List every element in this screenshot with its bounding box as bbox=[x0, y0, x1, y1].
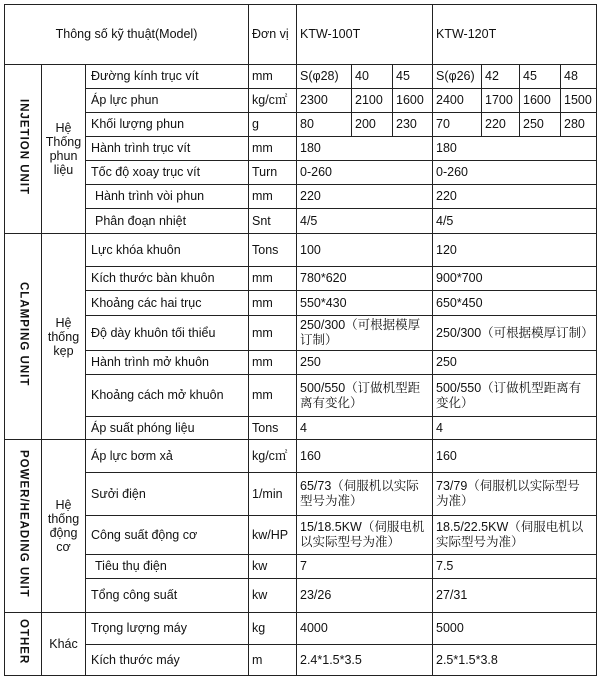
value-cell: 200 bbox=[352, 113, 393, 137]
table-row bbox=[5, 185, 597, 209]
value-cell-b: 250 bbox=[433, 351, 597, 375]
param-cell: Hành trình mở khuôn bbox=[86, 351, 249, 375]
value-cell: 2300 bbox=[297, 89, 352, 113]
param-cell: Đường kính trục vít bbox=[86, 65, 249, 89]
value-cell-a: 250/300（可根据模厚订制） bbox=[297, 316, 433, 351]
value-cell-a: 0-260 bbox=[297, 161, 433, 185]
table-row bbox=[5, 417, 597, 440]
value-cell: 2400 bbox=[433, 89, 482, 113]
value-cell: 220 bbox=[482, 113, 520, 137]
unit-cell: kw bbox=[249, 555, 297, 579]
value-cell-a: 4 bbox=[297, 417, 433, 440]
value-cell-a: 65/73（伺服机以实际型号为准） bbox=[297, 473, 433, 516]
value-cell-a: 15/18.5KW（伺服电机以实际型号为准） bbox=[297, 516, 433, 555]
table-row bbox=[5, 161, 597, 185]
table-row bbox=[5, 613, 597, 645]
value-cell-a: 220 bbox=[297, 185, 433, 209]
param-cell: Hành trình trục vít bbox=[86, 137, 249, 161]
value-cell-a: 23/26 bbox=[297, 579, 433, 613]
header-model-b: KTW-120T bbox=[433, 5, 597, 65]
value-cell: 45 bbox=[393, 65, 433, 89]
value-cell-b: 500/550（订做机型距离有变化） bbox=[433, 375, 597, 417]
param-cell: Độ dày khuôn tối thiểu bbox=[86, 316, 249, 351]
param-cell: Áp lực phun bbox=[86, 89, 249, 113]
unit-cell: kg/c㎡ bbox=[249, 440, 297, 473]
value-cell-b: 5000 bbox=[433, 613, 597, 645]
table-row bbox=[5, 316, 597, 351]
unit-cell: kg bbox=[249, 613, 297, 645]
value-cell-b: 120 bbox=[433, 234, 597, 267]
unit-cell: mm bbox=[249, 316, 297, 351]
system-label-power: Hệ thống động cơ bbox=[42, 440, 86, 613]
value-cell-a: 160 bbox=[297, 440, 433, 473]
unit-cell: Tons bbox=[249, 234, 297, 267]
param-cell: Lực khóa khuôn bbox=[86, 234, 249, 267]
value-cell-a: 7 bbox=[297, 555, 433, 579]
header-unit: Đơn vị bbox=[249, 5, 297, 65]
section-label-clamping: CLAMPING UNIT bbox=[5, 234, 42, 440]
header-row bbox=[5, 5, 597, 65]
value-cell-a: 780*620 bbox=[297, 267, 433, 291]
param-cell: Khối lượng phun bbox=[86, 113, 249, 137]
param-cell: Áp lực bơm xả bbox=[86, 440, 249, 473]
table-row bbox=[5, 209, 597, 234]
value-cell: 80 bbox=[297, 113, 352, 137]
value-cell: 1500 bbox=[561, 89, 597, 113]
value-cell-a: 550*430 bbox=[297, 291, 433, 316]
param-cell: Kích thước bàn khuôn bbox=[86, 267, 249, 291]
value-cell-a: 4000 bbox=[297, 613, 433, 645]
unit-cell: Turn bbox=[249, 161, 297, 185]
unit-cell: mm bbox=[249, 375, 297, 417]
section-label-injection: INJETION UNIT bbox=[5, 65, 42, 234]
param-cell: Khoảng các hai trục bbox=[86, 291, 249, 316]
value-cell-b: 180 bbox=[433, 137, 597, 161]
value-cell-b: 650*450 bbox=[433, 291, 597, 316]
value-cell-a: 4/5 bbox=[297, 209, 433, 234]
value-cell: S(φ28) bbox=[297, 65, 352, 89]
value-cell-b: 4 bbox=[433, 417, 597, 440]
table-row bbox=[5, 291, 597, 316]
value-cell: 70 bbox=[433, 113, 482, 137]
param-cell: Sưởi điện bbox=[86, 473, 249, 516]
value-cell-a: 100 bbox=[297, 234, 433, 267]
param-cell: Kích thước máy bbox=[86, 645, 249, 676]
value-cell-b: 2.5*1.5*3.8 bbox=[433, 645, 597, 676]
param-cell: Tiêu thụ điện bbox=[86, 555, 249, 579]
header-model-a: KTW-100T bbox=[297, 5, 433, 65]
value-cell: 1600 bbox=[520, 89, 561, 113]
system-label-injection: Hệ Thống phun liệu bbox=[42, 65, 86, 234]
unit-cell: mm bbox=[249, 65, 297, 89]
value-cell-a: 250 bbox=[297, 351, 433, 375]
table-row bbox=[5, 555, 597, 579]
table-row bbox=[5, 645, 597, 676]
value-cell-b: 4/5 bbox=[433, 209, 597, 234]
param-cell: Khoảng cách mở khuôn bbox=[86, 375, 249, 417]
section-label-power: POWER/HEADING UNIT bbox=[5, 440, 42, 613]
value-cell: 1700 bbox=[482, 89, 520, 113]
unit-cell: kg/c㎡ bbox=[249, 89, 297, 113]
value-cell: 280 bbox=[561, 113, 597, 137]
unit-cell: m bbox=[249, 645, 297, 676]
table-row bbox=[5, 440, 597, 473]
table-row bbox=[5, 351, 597, 375]
value-cell: 45 bbox=[520, 65, 561, 89]
param-cell: Hành trình vòi phun bbox=[86, 185, 249, 209]
unit-cell: mm bbox=[249, 137, 297, 161]
value-cell-b: 27/31 bbox=[433, 579, 597, 613]
system-label-clamping: Hệ thống kẹp bbox=[42, 234, 86, 440]
value-cell: 42 bbox=[482, 65, 520, 89]
value-cell: 2100 bbox=[352, 89, 393, 113]
param-cell: Áp suất phóng liệu bbox=[86, 417, 249, 440]
unit-cell: g bbox=[249, 113, 297, 137]
param-cell: Công suất động cơ bbox=[86, 516, 249, 555]
table-row bbox=[5, 113, 597, 137]
param-cell: Trọng lượng máy bbox=[86, 613, 249, 645]
value-cell: 48 bbox=[561, 65, 597, 89]
system-label-other: Khác bbox=[42, 613, 86, 676]
value-cell-a: 500/550（订做机型距离有变化） bbox=[297, 375, 433, 417]
param-cell: Tốc độ xoay trục vít bbox=[86, 161, 249, 185]
value-cell-b: 250/300（可根据模厚订制） bbox=[433, 316, 597, 351]
unit-cell: kw/HP bbox=[249, 516, 297, 555]
value-cell: 230 bbox=[393, 113, 433, 137]
table-row bbox=[5, 234, 597, 267]
value-cell-b: 0-260 bbox=[433, 161, 597, 185]
unit-cell: mm bbox=[249, 267, 297, 291]
unit-cell: mm bbox=[249, 351, 297, 375]
table-row bbox=[5, 89, 597, 113]
unit-cell: Snt bbox=[249, 209, 297, 234]
table-row bbox=[5, 579, 597, 613]
value-cell: 40 bbox=[352, 65, 393, 89]
unit-cell: mm bbox=[249, 291, 297, 316]
unit-cell: 1/min bbox=[249, 473, 297, 516]
value-cell-b: 18.5/22.5KW（伺服电机以实际型号为准） bbox=[433, 516, 597, 555]
unit-cell: Tons bbox=[249, 417, 297, 440]
value-cell: S(φ26) bbox=[433, 65, 482, 89]
table-row bbox=[5, 516, 597, 555]
value-cell-b: 73/79（伺服机以实际型号为准） bbox=[433, 473, 597, 516]
section-label-other: OTHER bbox=[5, 613, 42, 676]
table-row bbox=[5, 473, 597, 516]
table-row bbox=[5, 65, 597, 89]
value-cell: 250 bbox=[520, 113, 561, 137]
table-row bbox=[5, 267, 597, 291]
value-cell: 1600 bbox=[393, 89, 433, 113]
unit-cell: kw bbox=[249, 579, 297, 613]
table-row bbox=[5, 137, 597, 161]
param-cell: Phân đoạn nhiệt bbox=[86, 209, 249, 234]
param-cell: Tổng công suất bbox=[86, 579, 249, 613]
table-row bbox=[5, 375, 597, 417]
value-cell-b: 900*700 bbox=[433, 267, 597, 291]
value-cell-b: 7.5 bbox=[433, 555, 597, 579]
value-cell-a: 180 bbox=[297, 137, 433, 161]
value-cell-b: 220 bbox=[433, 185, 597, 209]
value-cell-b: 160 bbox=[433, 440, 597, 473]
unit-cell: mm bbox=[249, 185, 297, 209]
header-title: Thông số kỹ thuật(Model) bbox=[5, 5, 249, 65]
value-cell-a: 2.4*1.5*3.5 bbox=[297, 645, 433, 676]
spec-table bbox=[4, 4, 597, 676]
